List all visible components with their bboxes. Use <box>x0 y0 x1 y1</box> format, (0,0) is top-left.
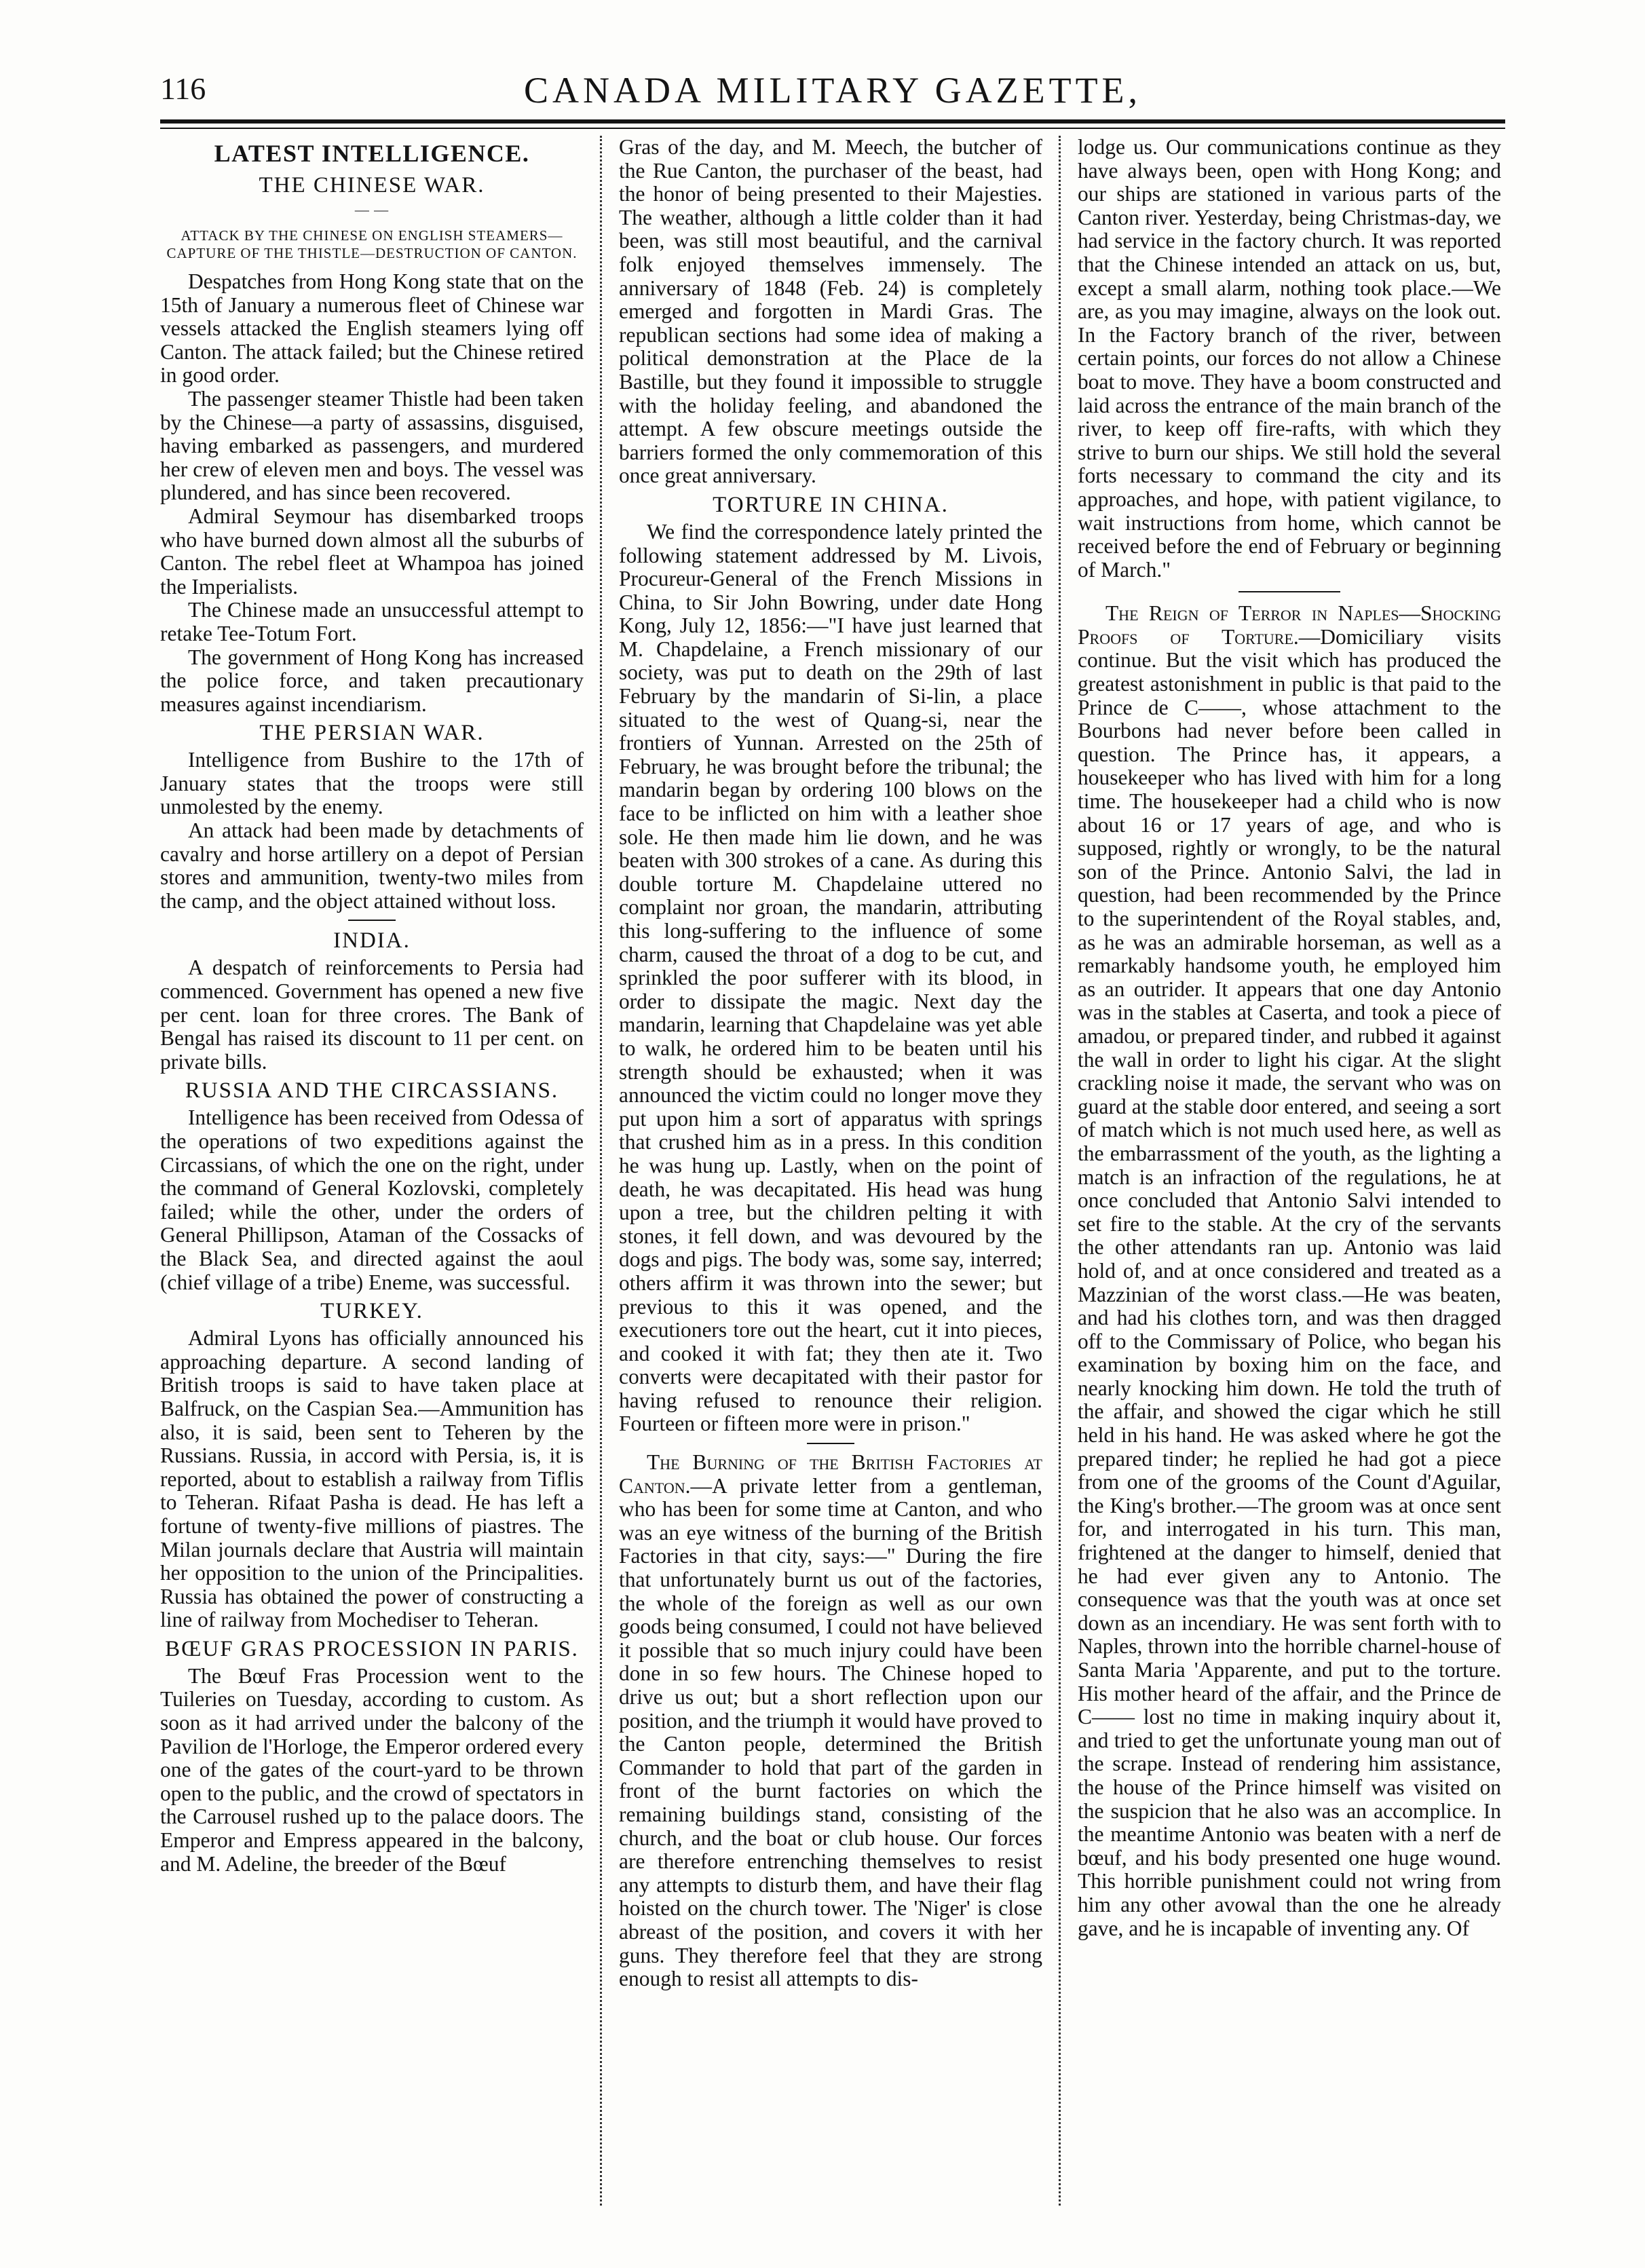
heading-turkey: TURKEY. <box>320 1299 423 1324</box>
heading-chinese-war: THE CHINESE WAR. <box>259 173 485 197</box>
paragraph: The government of Hong Kong has increased the police force, and taken precautionary measures against incendiarism. <box>160 645 584 716</box>
heading-latest-intelligence: LATEST INTELLIGENCE. <box>214 140 530 167</box>
section-rule <box>807 1443 854 1444</box>
paragraph: Intelligence from Bushire to the 17th of January states that the troops were still unmolested by the enemy. <box>160 748 584 819</box>
heading-persian-war: THE PERSIAN WAR. <box>259 721 485 746</box>
paragraph: Intelligence has been received from Odessa of the operations of two expeditions against the Circassians, of which the one on the right, under the command of General Kozlovski, completely failed; while the other, under the orders of General Phillipson, Ataman of the Cossacks of the Black Sea, and directed against the aoul (chief village of a tribe) Eneme, was successful. <box>160 1105 584 1294</box>
column-divider-1 <box>600 136 602 2206</box>
header-rule-thin <box>160 128 1505 129</box>
paragraph: Admiral Seymour has disembarked troops who have burned down almost all the suburbs of Canton. The rebel fleet at Whampoa has joined the Imperialists. <box>160 504 584 599</box>
lead-burning-factories: The Burning of the British Factories at Canton. <box>619 1450 1042 1498</box>
heading-india: INDIA. <box>333 928 411 953</box>
column-2 <box>619 136 1042 2209</box>
paragraph <box>1078 602 1501 1940</box>
paragraph: lodge us. Our communications continue as they have always been, open with Hong Kong; and our ships are stationed in various parts of the Canton river. Yesterday, being Christmas-day, we had service in the factory church. It was reported that the Chinese intended an attack on us, but, except a small alarm, nothing took place.—We are, as you may imagine, always on the look out. In the Factory branch of the river, between certain points, our forces do not allow a Chinese boat to move. They have a boom constructed and laid across the entrance of the main branch of the river, to keep off fire-rafts, with which they strive to burn our ships. We still hold the several forts necessary to command the city and its approaches, and hope, with patient vigilance, to wait instructions from home, which cannot be received before the end of February or beginning of March." <box>1078 136 1501 582</box>
paragraph: We find the correspondence lately printed the following statement addressed by M. Livois, Procureur-General of the French Missions in China, to Sir John Bowring, under date Hong Kong, July 12, 1856:—"I have just learned that M. Chapdelaine, a French missionary of our society, was put to death on the 29th of last February by the mandarin of Si-lin, a place situated to the west of Quang-si, near the frontiers of Yunnan. Arrested on the 25th of February, he was brought before the tribunal; the mandarin began by ordering 100 blows on the face to be inflicted on him with a leather shoe sole. He then made him lie down, and he was beaten with 300 strokes of a cane. As during this double torture M. Chapdelaine uttered no complaint nor groan, the mandarin, attributing this long-suffering to the influence of some charm, caused the throat of a dog to be cut, and sprinkled the poor sufferer with its blood, in order to dissipate the magic. Next day the mandarin, learning that Chapdelaine was yet able to walk, he ordered him to be beaten until his strength should be exhausted; when it was announced the victim could no longer move they put upon him a sort of apparatus with springs that crushed him as in a press. In this condition he was hung up. Lastly, when on the point of death, he was decapitated. His head was hung upon a tree, but the children pelting it with stones, it fell down, and was devoured by the dogs and pigs. The body was, some say, interred; others affirm it was thrown into the sewer; but previous to this it was opened, and the executioners tore out the heart, cut it into pieces, and cooked it with fat; they then ate it. Two converts were decapitated with their pastor for having refused to renounce their religion. Fourteen or fifteen more were in prison." <box>619 519 1042 1436</box>
masthead-title: CANADA MILITARY GAZETTE, <box>523 70 1142 111</box>
paragraph-text: —Domiciliary visits continue. But the visit which has produced the greatest astonishment in public is that paid to the Prince de C——, whose attachment to the Bourbons had never before been called in question. The Prince has, it appears, a housekeeper who has lived with him for a long time. The housekeeper had a child who is now about 16 or 17 years of age, and who is supposed, rightly or wrongly, to be the natural son of the Prince. Antonio Salvi, the lad in question, had been recommended by the Prince to the superintendent of the Royal stables, and, as he was an admirable horseman, as well as a remarkably handsome youth, he employed him as an outrider. It appears that one day Antonio was in the stables at Caserta, and took a piece of amadou, or prepared tinder, and rubbed it against the wall in order to light his cigar. At the slight crackling noise it made, the servant who was on guard at the stable door entered, and seeing a sort of match which is not much used here, as well as the embarrassment of the youth, as the lighting a match is an infraction of the regulations, he at once concluded that Antonio Salvi intended to set fire to the stable. At the cry of the servants the other attendants ran up. Antonio was laid hold of, and at once considered and treated as a Mazzinian of the worst class.—He was beaten, and had his clothes torn, and was then dragged off to the Commissary of Police, who began his examination by boxing him on the face, and nearly knocking him down. He told the truth of the affair, and showed the cigar which he still held in his hand. He was asked where he got the prepared tinder; he replied he had got a piece from one of the grooms of the Count d'Aguilar, the King's brother.—The groom was at once sent for, and interrogated in his turn. This man, frightened at the danger to himself, denied that he had ever given any to Antonio. The consequence was that the youth was at once set down as an incendiary. He was sent forth with to Naples, thrown into the horrible charnel-house of Santa Maria 'Apparente, and put to the torture. His mother heard of the affair, and the Prince de C—— lost no time in making inquiry about it, and tried to get the unfortunate young man out of the scrape. Instead of rendering him assistance, the house of the Prince himself was visited on the suspicion that he also was an accomplice. In the meantime Antonio was beaten with a nerf de bœuf, and his body presented one huge wound. This horrible punishment could not wring from him any other avowal than the one he already gave, and he is incapable of inventing any. Of <box>1078 624 1501 1940</box>
paragraph: Admiral Lyons has officially announced his approaching departure. A second landing of British troops is said to have taken place at Balfruck, on the Caspian Sea.—Ammunition has also, it is said, been sent to Teheren by the Russians. Russia, in accord with Persia, is, it is reported, about to establish a railway from Tiflis to Teheran. Rifaat Pasha is dead. He has left a fortune of twenty-five millions of piastres. The Milan journals declare that Austria will maintain her opposition to the union of the Principalities. Russia has obtained the power of constructing a line of railway from Mochediser to Teheran. <box>160 1326 584 1632</box>
paragraph <box>619 1451 1042 1991</box>
heading-boeuf-gras: BŒUF GRAS PROCESSION IN PARIS. <box>165 1636 579 1661</box>
paragraph: Gras of the day, and M. Meech, the butcher of the Rue Canton, the purchaser of the beast, had the honor of being presented to their Majesties. The weather, although a little colder than it had been, was still most beautiful, and the carnival folk enjoyed themselves immensely. The anniversary of 1848 (Feb. 24) is completely emerged and forgotten in Mardi Gras. The republican sections had some idea of making a political demonstration at the Place de la Bastille, but they found it impossible to struggle with the holiday feeling, and abandoned the attempt. A few obscure meetings outside the barriers formed the only commemoration of this once great anniversary. <box>619 136 1042 488</box>
section-rule <box>348 920 396 921</box>
subheading-chinese-war: ATTACK BY THE CHINESE ON ENGLISH STEAMERS—CAPTURE OF THE THISTLE—DESTRUCTION OF CANTON. <box>166 227 578 261</box>
paragraph: Despatches from Hong Kong state that on the 15th of January a numerous fleet of Chinese war vessels attacked the English steamers lying off Canton. The attack failed; but the Chinese retired in good order. <box>160 269 584 388</box>
lead-reign-of-terror: The Reign of Terror in Naples—Shocking Proofs of Torture. <box>1078 601 1501 649</box>
paragraph: A despatch of reinforcements to Persia had commenced. Government has opened a new five per cent. loan for three crores. The Bank of Bengal has raised its discount to 11 per cent. on private bills. <box>160 956 584 1074</box>
header-rule-thick <box>160 119 1505 124</box>
paragraph: The passenger steamer Thistle had been taken by the Chinese—a party of assassins, disguised, having embarked as passengers, and murdered her crew of eleven men and boys. The vessel was plundered, and has since been recovered. <box>160 386 584 505</box>
column-divider-2 <box>1059 136 1061 2206</box>
separator-dashes: — — <box>354 202 390 218</box>
paragraph: An attack had been made by detachments of cavalry and horse artillery on a depot of Persian stores and ammunition, twenty-two miles from the camp, and the object attained without loss. <box>160 818 584 913</box>
column-3 <box>1078 136 1501 2209</box>
paragraph-text: —A private letter from a gentleman, who has been for some time at Canton, and who was an eye witness of the burning of the British Factories in that city, says:—" During the fire that unfortunately burnt us out of the factories, the whole of the foreign as well as our own goods being consumed, I could not have believed it possible that so much injury could have been done in so few hours. The Chinese hoped to drive us out; but a short reflection upon our position, and the triumph it would have proved to the Canton people, determined the British Commander to hold that part of the garden in front of the burnt factories on which the remaining buildings stand, consisting of the church, and the boat or club house. Our forces are therefore entrenching themselves to resist any attempts to disturb them, and have their flag hoisted on the church tower. The 'Niger' is close abreast of the position, and covers it with her guns. They therefore feel that they are strong enough to resist all attempts to dis- <box>619 1473 1042 1991</box>
paragraph: The Bœuf Fras Procession went to the Tuileries on Tuesday, according to custom. As soon as it had arrived under the balcony of the Pavilion de l'Horloge, the Emperor ordered every one of the gates of the court-yard to be thrown open to the public, and the crowd of spectators in the Carrousel rushed up to the palace doors. The Emperor and Empress appeared in the balcony, and M. Adeline, the breeder of the Bœuf <box>160 1663 584 1876</box>
heading-torture-china: TORTURE IN CHINA. <box>713 492 949 517</box>
page-number: 116 <box>160 71 206 106</box>
column-1 <box>160 136 584 2209</box>
page-header <box>160 65 1505 124</box>
section-rule <box>1239 591 1340 592</box>
heading-russia-circassians: RUSSIA AND THE CIRCASSIANS. <box>185 1078 559 1103</box>
paragraph: The Chinese made an unsuccessful attempt to retake Tee-Totum Fort. <box>160 598 584 645</box>
